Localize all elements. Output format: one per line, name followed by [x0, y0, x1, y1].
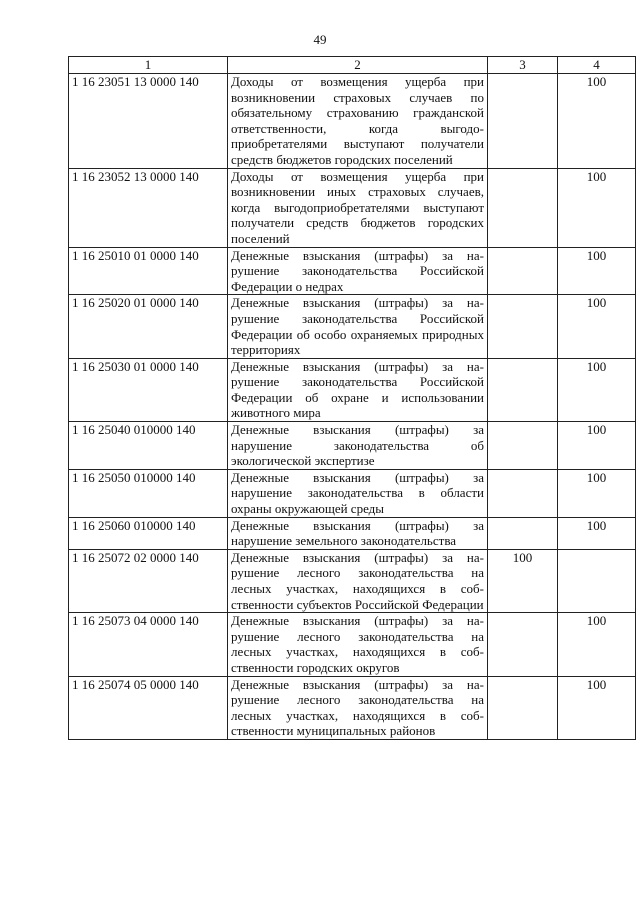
col4-value-cell: 100 — [558, 74, 636, 169]
code-cell: 1 16 25030 01 0000 140 — [69, 358, 228, 421]
page-number: 49 — [313, 32, 327, 47]
col3-value-cell — [488, 517, 558, 549]
col3-value-cell — [488, 168, 558, 247]
description-cell: Денежные взыскания (штрафы) за нарушение законодательства Российской Федерации об охране и использовании животного мира — [228, 358, 488, 421]
col4-value-cell: 100 — [558, 517, 636, 549]
code-cell: 1 16 25010 01 0000 140 — [69, 247, 228, 295]
code-cell: 1 16 23051 13 0000 140 — [69, 74, 228, 169]
description-cell: Доходы от возмещения ущерба при возникновении страховых случаев по обязательному страхованию гражданской ответственности, когда выгодоприобретателями выступают получатели средств бюджетов городских поселений — [228, 74, 488, 169]
table-row — [69, 168, 636, 247]
table-row — [69, 676, 636, 739]
table-row — [69, 469, 636, 517]
table-row — [69, 74, 636, 169]
code-cell: 1 16 25050 010000 140 — [69, 469, 228, 517]
col4-value-cell: 100 — [558, 168, 636, 247]
table-row — [69, 517, 636, 549]
description-cell: Доходы от возмещения ущерба при возникновении иных страховых случаев, когда выгодоприобретателями выступают получатели средств бюджетов городских поселений — [228, 168, 488, 247]
col3-value-cell — [488, 247, 558, 295]
description-cell: Денежные взыскания (штрафы) за нарушение лесного законодательства на лесных участках, находящихся в собственности субъектов Российской Федерации — [228, 549, 488, 612]
col3-value-cell — [488, 422, 558, 470]
col4-value-cell: 100 — [558, 676, 636, 739]
table-row — [69, 613, 636, 676]
col3-value-cell — [488, 469, 558, 517]
code-cell: 1 16 25072 02 0000 140 — [69, 549, 228, 612]
code-cell: 1 16 25073 04 0000 140 — [69, 613, 228, 676]
table-row — [69, 358, 636, 421]
code-cell: 1 16 25020 01 0000 140 — [69, 295, 228, 358]
table-row — [69, 549, 636, 612]
table-row — [69, 295, 636, 358]
description-cell: Денежные взыскания (штрафы) за нарушение законодательства об экологической экспертизе — [228, 422, 488, 470]
description-cell: Денежные взыскания (штрафы) за нарушение законодательства Российской Федерации об особо охраняемых природных территориях — [228, 295, 488, 358]
header-col-2: 2 — [228, 57, 488, 74]
budget-codes-table — [68, 56, 636, 740]
col4-value-cell: 100 — [558, 613, 636, 676]
header-col-1: 1 — [69, 57, 228, 74]
code-cell: 1 16 23052 13 0000 140 — [69, 168, 228, 247]
col4-value-cell: 100 — [558, 295, 636, 358]
description-cell: Денежные взыскания (штрафы) за нарушение законодательства в области охраны окружающей среды — [228, 469, 488, 517]
col4-value-cell: 100 — [558, 358, 636, 421]
header-row — [69, 57, 636, 74]
description-cell: Денежные взыскания (штрафы) за нарушение земельного законодательства — [228, 517, 488, 549]
col3-value-cell — [488, 74, 558, 169]
col3-value-cell: 100 — [488, 549, 558, 612]
table-row — [69, 422, 636, 470]
col4-value-cell — [558, 549, 636, 612]
code-cell: 1 16 25074 05 0000 140 — [69, 676, 228, 739]
table-row — [69, 247, 636, 295]
col3-value-cell — [488, 676, 558, 739]
header-col-3: 3 — [488, 57, 558, 74]
col3-value-cell — [488, 358, 558, 421]
col3-value-cell — [488, 613, 558, 676]
description-cell: Денежные взыскания (штрафы) за нарушение лесного законодательства на лесных участках, находящихся в собственности городских округов — [228, 613, 488, 676]
col4-value-cell: 100 — [558, 469, 636, 517]
description-cell: Денежные взыскания (штрафы) за нарушение лесного законодательства на лесных участках, находящихся в собственности муниципальных районов — [228, 676, 488, 739]
header-col-4: 4 — [558, 57, 636, 74]
col4-value-cell: 100 — [558, 247, 636, 295]
code-cell: 1 16 25040 010000 140 — [69, 422, 228, 470]
col4-value-cell: 100 — [558, 422, 636, 470]
code-cell: 1 16 25060 010000 140 — [69, 517, 228, 549]
description-cell: Денежные взыскания (штрафы) за нарушение законодательства Российской Федерации о недрах — [228, 247, 488, 295]
col3-value-cell — [488, 295, 558, 358]
